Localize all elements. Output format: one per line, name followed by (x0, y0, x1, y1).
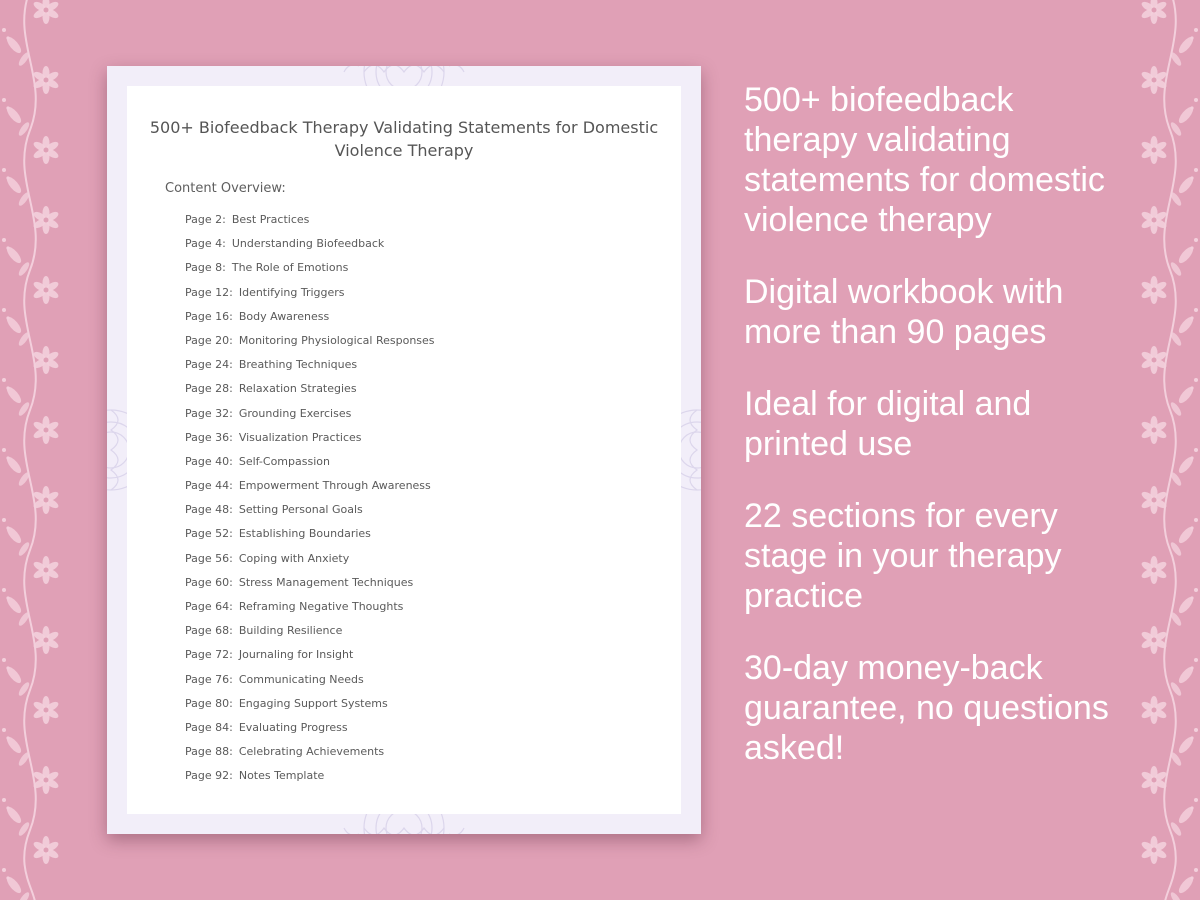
floral-vine-right-icon (1130, 0, 1200, 900)
toc-section-title: Self-Compassion (238, 454, 330, 468)
toc-section-title: Communicating Needs (238, 672, 364, 686)
toc-page-number: Page 16: (185, 309, 233, 323)
toc-entry (185, 333, 625, 357)
toc-entry (185, 623, 625, 647)
toc-entry (185, 260, 625, 284)
toc-section-title: Celebrating Achievements (238, 745, 385, 759)
toc-section-title: Best Practices (231, 213, 310, 226)
toc-section-title: Evaluating Progress (238, 720, 348, 734)
toc-section-title: Breathing Techniques (238, 358, 358, 372)
toc-page-number: Page 80: (185, 696, 233, 710)
toc-section-title: Journaling for Insight (238, 648, 354, 662)
feature-list (744, 80, 1134, 800)
toc-page-number: Page 84: (185, 720, 233, 734)
toc-page-number: Page 72: (185, 648, 233, 662)
toc-page-number: Page 36: (185, 430, 233, 444)
toc-page-number: Page 2: (185, 213, 226, 226)
toc-page-number: Page 32: (185, 406, 233, 420)
toc-page-number: Page 60: (185, 575, 233, 589)
toc-entry (185, 720, 625, 744)
toc-entry (185, 381, 625, 405)
toc-page-number: Page 40: (185, 454, 233, 468)
toc-entry (185, 672, 625, 696)
toc-entry (185, 696, 625, 720)
toc-page-number: Page 68: (185, 624, 233, 638)
toc-section-title: Monitoring Physiological Responses (238, 333, 435, 347)
toc-section-title: Establishing Boundaries (238, 527, 371, 541)
toc-section-title: Setting Personal Goals (238, 503, 363, 517)
toc-entry (185, 285, 625, 309)
toc-entry (185, 357, 625, 381)
toc-page-number: Page 4: (185, 237, 226, 251)
toc-entry (185, 478, 625, 502)
toc-page-number: Page 28: (185, 382, 233, 396)
toc-section-title: Reframing Negative Thoughts (238, 600, 404, 613)
toc-page-number: Page 48: (185, 503, 233, 517)
toc-entry (185, 768, 625, 792)
toc-entry (185, 454, 625, 478)
toc-section-title: Identifying Triggers (238, 285, 345, 299)
toc-section-title: Relaxation Strategies (238, 382, 357, 396)
toc-section-title: Stress Management Techniques (238, 575, 414, 589)
table-of-contents (185, 212, 625, 793)
toc-section-title: The Role of Emotions (231, 261, 349, 275)
feature-text: 22 sections for every stage in your therapy practice (744, 497, 1062, 615)
toc-entry (185, 212, 625, 236)
toc-section-title: Engaging Support Systems (238, 696, 388, 710)
toc-section-title: Notes Template (238, 769, 325, 783)
toc-entry (185, 575, 625, 599)
toc-entry (185, 406, 625, 430)
toc-section-title: Coping with Anxiety (238, 551, 350, 565)
toc-page-number: Page 88: (185, 745, 233, 759)
toc-entry (185, 744, 625, 768)
toc-page-number: Page 76: (185, 672, 233, 686)
toc-page-number: Page 92: (185, 769, 233, 783)
toc-entry (185, 430, 625, 454)
toc-page-number: Page 52: (185, 527, 233, 541)
feature-text: 30-day money-back guarantee, no questions asked! (744, 649, 1109, 767)
toc-entry (185, 647, 625, 671)
toc-page-number: Page 64: (185, 600, 233, 613)
feature-text: Digital workbook with more than 90 pages (744, 273, 1064, 351)
toc-page-number: Page 44: (185, 479, 233, 493)
toc-section-title: Visualization Practices (238, 430, 362, 444)
toc-entry (185, 236, 625, 260)
toc-page-number: Page 8: (185, 261, 226, 275)
toc-page-number: Page 24: (185, 358, 233, 372)
document-page (127, 86, 681, 814)
toc-section-title: Body Awareness (238, 309, 330, 323)
content-overview-heading: Content Overview: (165, 181, 286, 196)
toc-section-title: Understanding Biofeedback (231, 237, 385, 251)
feature-text: Ideal for digital and printed use (744, 385, 1032, 463)
toc-section-title: Empowerment Through Awareness (238, 479, 431, 493)
toc-page-number: Page 56: (185, 551, 233, 565)
toc-entry (185, 309, 625, 333)
toc-page-number: Page 20: (185, 333, 233, 347)
floral-vine-left-icon (0, 0, 70, 900)
toc-entry (185, 526, 625, 550)
toc-page-number: Page 12: (185, 285, 233, 299)
toc-section-title: Grounding Exercises (238, 406, 352, 420)
toc-entry (185, 502, 625, 526)
feature-text: 500+ biofeedback therapy validating statements for domestic violence therapy (744, 81, 1105, 239)
toc-entry (185, 551, 625, 575)
document-title: 500+ Biofeedback Therapy Validating Statements for Domestic Violence Therapy (149, 118, 659, 160)
toc-section-title: Building Resilience (238, 624, 343, 638)
toc-entry (185, 599, 625, 623)
workbook-preview-page (107, 66, 701, 834)
